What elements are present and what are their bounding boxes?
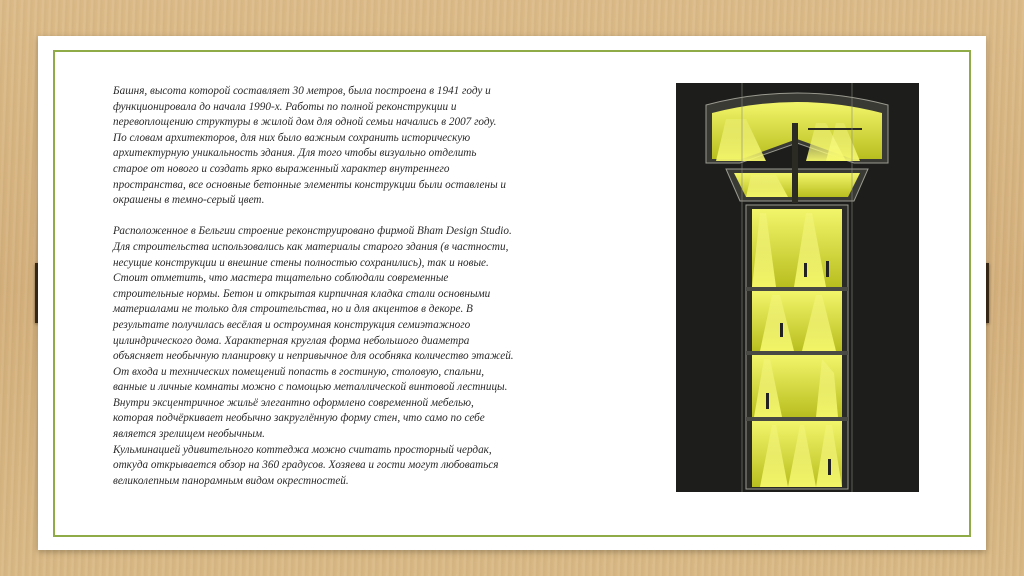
paragraph-history: Башня, высота которой составляет 30 метров, была построена в 1941 году и функционировала до начала 1990-х. Работы по полной реконструкции и перевоплощению структуры в жилой дом для одной семьи начались в 2007 году. По словам архитекторов, для них было важным сохранить историческую архитектурную уникальность здания. Для того чтобы визуально отделить старое от нового и создать ярко выраженный характер внутреннего пространства, все основные бетонные элементы конструкции были оставлены и окрашены в темно-серый цвет. [113,85,507,207]
body-text [113,84,603,489]
tower-section-image [676,83,919,492]
paragraph-reconstruction: Расположенное в Бельгии строение реконструировано фирмой Bham Design Studio. Для строительства использовались как материалы старого здания (в частности, несущие конструкции и внешние стены полностью сохранились), так и новые. Стоит отметить, что мастера тщательно соблюдали современные строительные нормы. Бетон и открытая кирпичная кладка стали основными материалами не только для строительства, но и для акцентов в декоре. В результате получилась весёлая и остроумная конструкция семиэтажного цилиндрического дома. Характерная круглая форма небольшого диаметра объясняет необычную планировку и непривычное для особняка количество этажей. От входа и технических помещений попасть в гостиную, столовую, спальни, ванные и личные комнаты можно с помощью металлической винтовой лестницы. Внутри эксцентричное жильё элегантно оформлено современной мебелью, которая подчёркивает необычно закруглённую форму стен, что само по себе является зрелищем необычным. Кульминацией удивительного коттеджа можно считать просторный чердак, откуда открывается обзор на 360 градусов. Хозяева и гости могут любоваться великолепным панорамным видом окрестностей. [113,225,514,487]
tower-shaft [746,205,848,489]
tower-head [706,93,888,203]
